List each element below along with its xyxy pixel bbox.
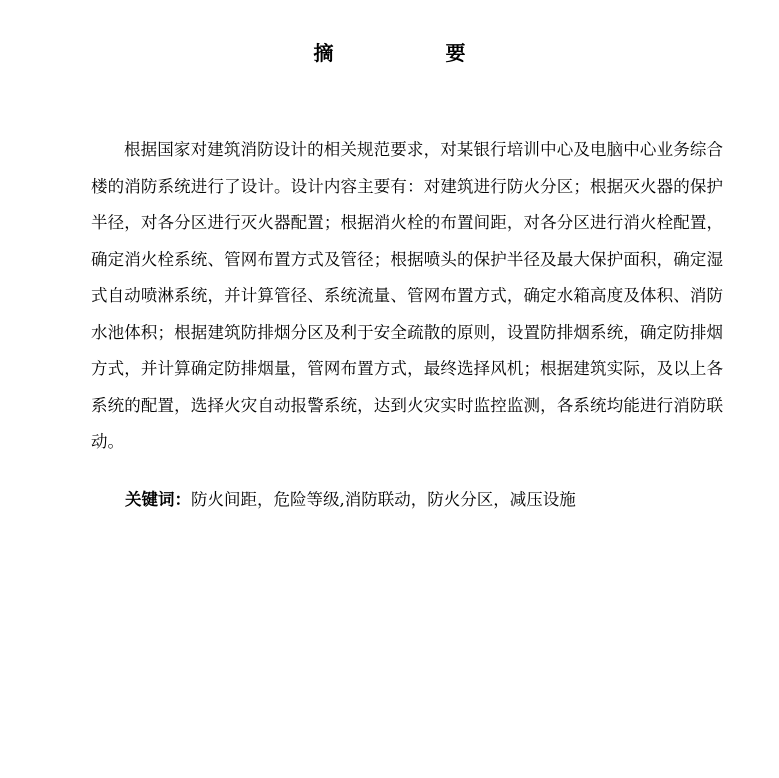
keywords-text: 防火间距，危险等级,消防联动，防火分区，减压设施 bbox=[191, 490, 576, 509]
page-title: 摘 要 bbox=[313, 41, 512, 65]
abstract-paragraph: 根据国家对建筑消防设计的相关规范要求，对某银行培训中心及电脑中心业务综合楼的消防系统进行了设计。设计内容主要有：对建筑进行防火分区；根据灭火器的保护半径，对各分区进行灭火器配置；根据消火栓的布置间距，对各分区进行消火栓配置，确定消火栓系统、管网布置方式及管径；根据喷头的保护半径及最大保护面积，确定湿式自动喷淋系统，并计算管径、系统流量、管网布置方式，确定水箱高度及体积、消防水池体积；根据建筑防排烟分区及利于安全疏散的原则，设置防排烟系统，确定防排烟方式，并计算确定防排烟量，管网布置方式，最终选择风机；根据建筑实际，及以上各系统的配置，选择火灾自动报警系统，达到火灾实时监控监测，各系统均能进行消防联动。 bbox=[91, 140, 723, 451]
keywords-label: 关键词： bbox=[125, 490, 191, 509]
keywords-line bbox=[125, 485, 725, 515]
